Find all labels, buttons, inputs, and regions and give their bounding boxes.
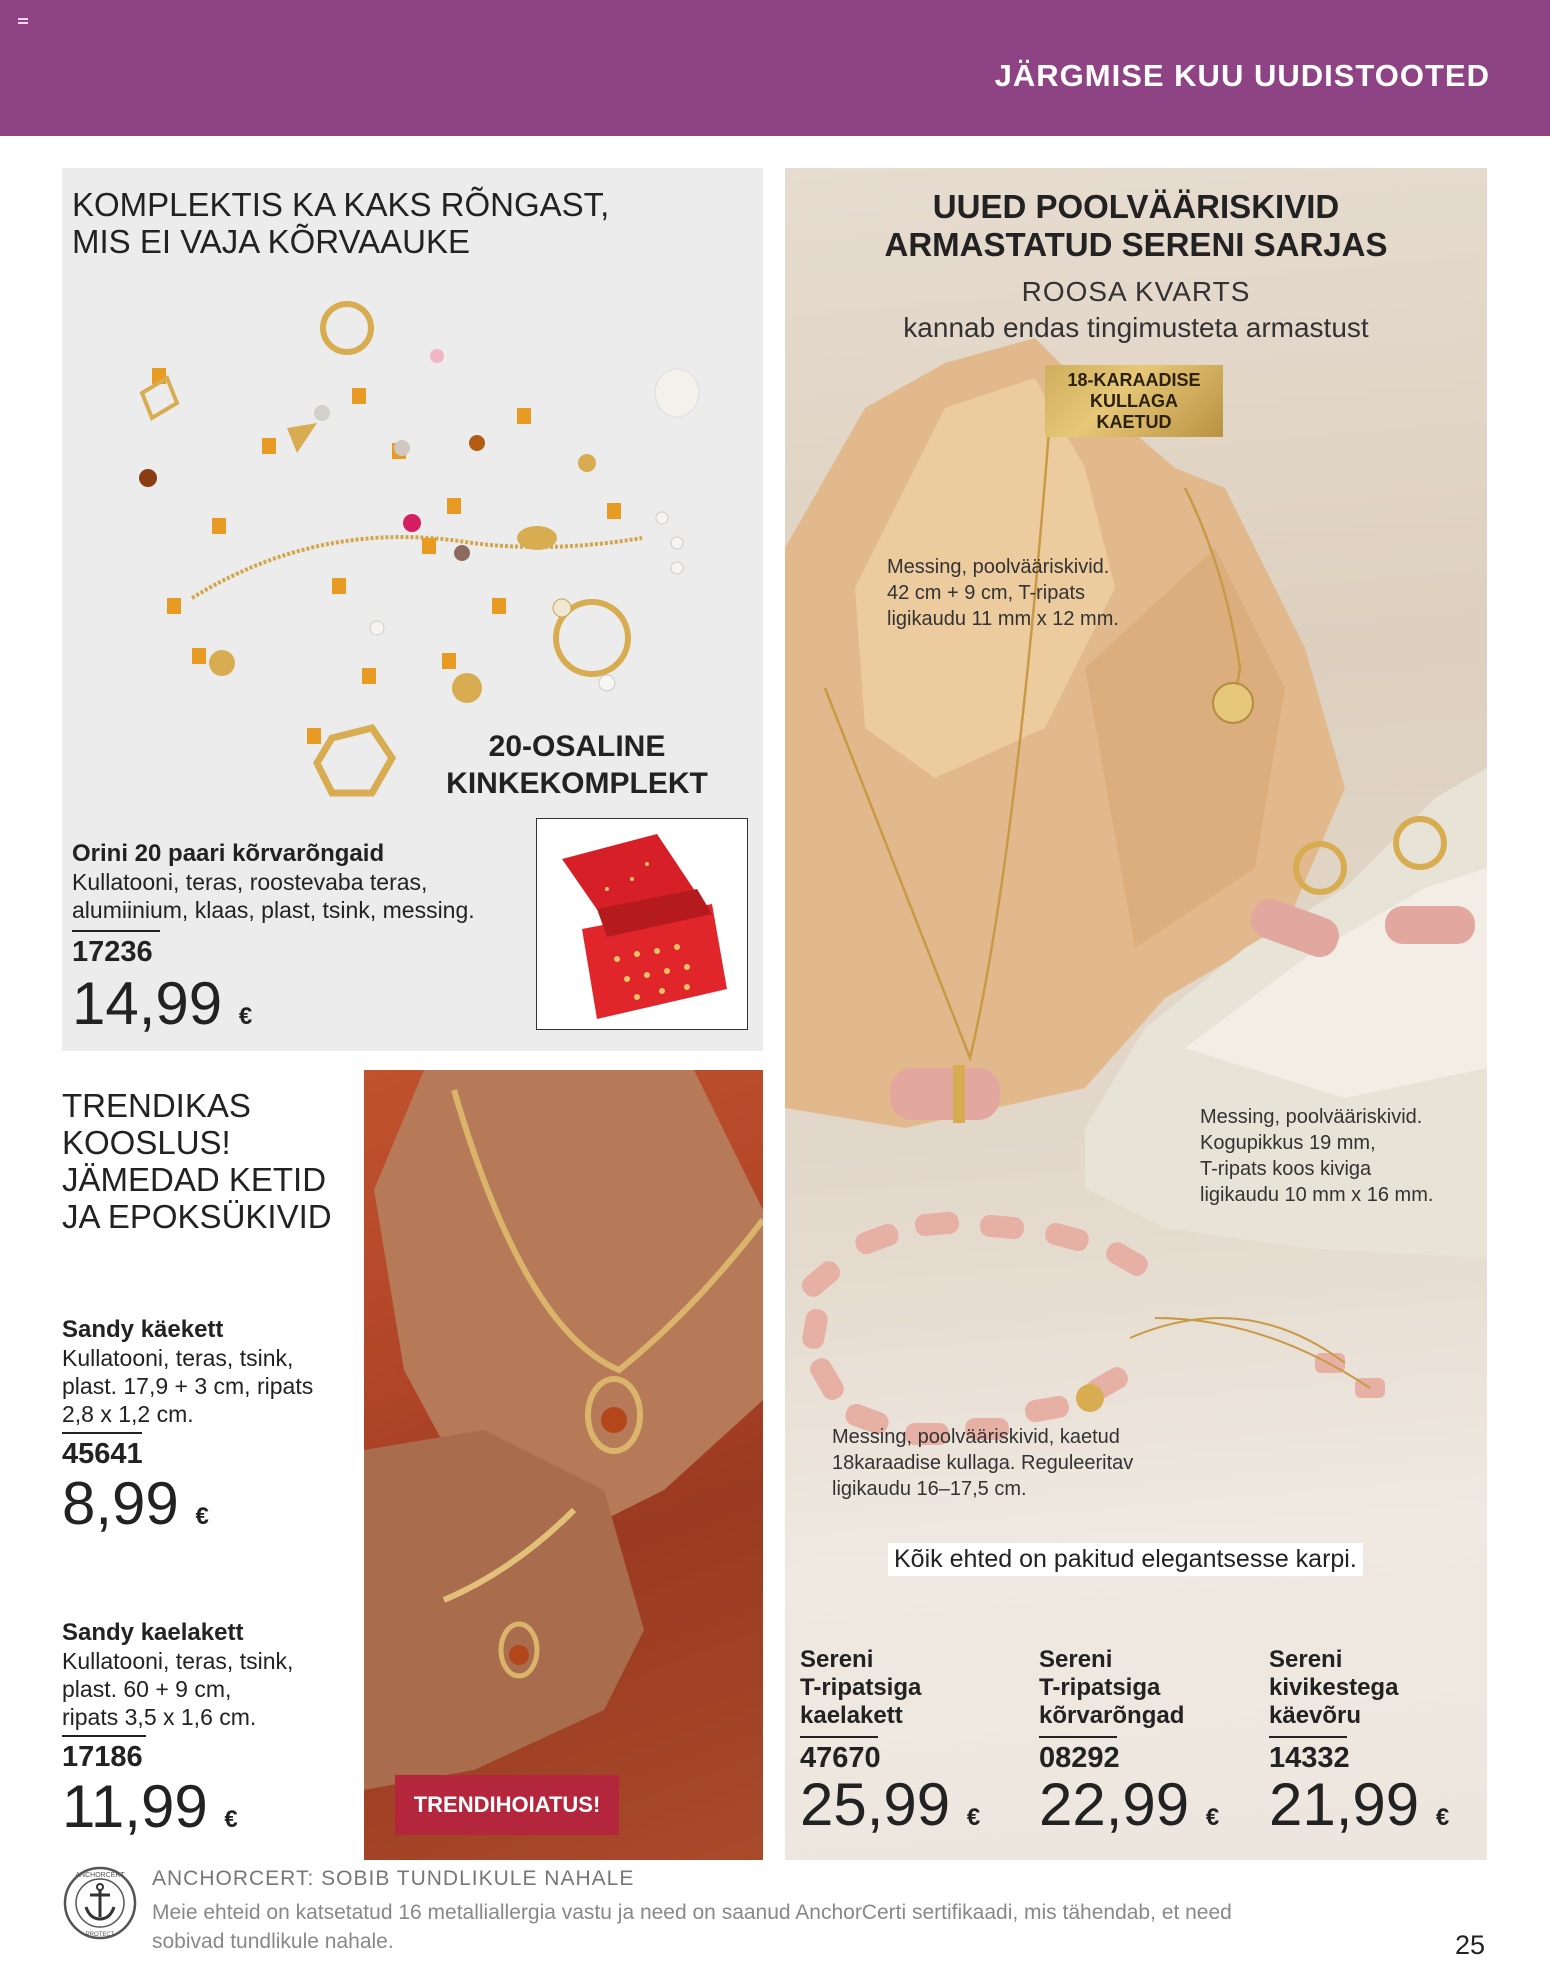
bracelet-name: Sandy käekett <box>62 1316 224 1343</box>
euro-symbol: € <box>1205 1804 1220 1831</box>
gift-box-photo <box>536 818 748 1030</box>
trend-headline-4: JA EPOKSÜKIVID <box>62 1198 332 1235</box>
gift-set-heading <box>392 728 762 802</box>
product-name-2: T-ripatsiga <box>800 1674 922 1701</box>
spec-earrings-3: T-ripats koos kiviga <box>1200 1158 1372 1180</box>
sereni-product-earrings <box>1039 1646 1219 1848</box>
spec-necklace-3: ligikaudu 11 mm x 12 mm. <box>887 608 1119 630</box>
product-name-1: Sereni <box>800 1646 874 1673</box>
sereni-subtitle: ROOSA KVARTS <box>1021 276 1251 307</box>
footer-text-1: Meie ehteid on katsetatud 16 metalliallergia vastu ja need on saanud AnchorCerti sertifikaadi, mis tähendab, et need <box>152 1901 1232 1924</box>
sereni-headline-2: ARMASTATUD SERENI SARJAS <box>884 226 1388 263</box>
divider <box>72 930 160 932</box>
sereni-product-bracelet <box>1269 1646 1449 1848</box>
divider <box>62 1735 146 1737</box>
product-price <box>800 1771 981 1848</box>
bracelet-desc-1: Kullatooni, teras, tsink, <box>62 1345 294 1371</box>
trend-badge: TRENDIHOIATUS! <box>395 1775 619 1835</box>
product-code: 47670 <box>800 1742 881 1774</box>
logo-text-top: ANCHORCERT <box>75 1872 125 1879</box>
gift-set-line-1: 20-OSALINE <box>488 730 666 763</box>
spec-earrings <box>1200 1104 1433 1208</box>
product-price <box>1269 1771 1450 1848</box>
page-header <box>0 0 1550 136</box>
euro-symbol: € <box>195 1503 209 1530</box>
earrings-desc-2: alumiinium, klaas, plast, tsink, messing. <box>72 897 475 923</box>
footer-text-2: sobivad tundlikule nahale. <box>152 1930 394 1953</box>
product-name-1: Sereni <box>1269 1646 1343 1673</box>
menu-icon[interactable] <box>18 18 28 25</box>
product-name-2: T-ripatsiga <box>1039 1674 1161 1701</box>
necklace-code: 17186 <box>62 1741 143 1773</box>
page-title: JÄRGMISE KUU UUDISTOOTED <box>994 58 1490 93</box>
trend-headline-1: TRENDIKAS <box>62 1087 251 1124</box>
spec-earrings-1: Messing, poolvääriskivid. <box>1200 1106 1423 1128</box>
spec-earrings-4: ligikaudu 10 mm x 16 mm. <box>1200 1184 1434 1206</box>
bracelet-desc-2: plast. 17,9 + 3 cm, ripats <box>62 1373 314 1399</box>
page-number: 25 <box>1455 1930 1486 1960</box>
necklace-price-value: 11,99 <box>62 1773 208 1840</box>
earrings-headline-2: MIS EI VAJA KÕRVAAUKE <box>72 223 470 260</box>
gift-set-line-2: KINKEKOMPLEKT <box>446 767 708 800</box>
anchorcert-logo <box>62 1865 138 1941</box>
bracelet-price-value: 8,99 <box>62 1470 179 1537</box>
euro-symbol: € <box>1435 1804 1450 1831</box>
spec-bracelet <box>832 1424 1133 1502</box>
spec-necklace-2: 42 cm + 9 cm, T-ripats <box>887 582 1086 604</box>
product-price-value: 21,99 <box>1269 1771 1420 1838</box>
footer-title: ANCHORCERT: SOBIB TUNDLIKULE NAHALE <box>152 1867 635 1890</box>
divider <box>800 1736 878 1738</box>
product-code: 14332 <box>1269 1742 1350 1774</box>
spec-bracelet-1: Messing, poolvääriskivid, kaetud <box>832 1426 1120 1448</box>
product-name-3: kõrvarõngad <box>1039 1702 1185 1729</box>
necklace-desc-3: ripats 3,5 x 1,6 cm. <box>62 1704 257 1730</box>
spec-necklace <box>887 554 1119 632</box>
sereni-headline-1: UUED POOLVÄÄRISKIVID <box>932 188 1340 225</box>
earrings-code: 17236 <box>72 936 153 968</box>
sereni-tagline: kannab endas tingimusteta armastust <box>903 312 1369 343</box>
spec-earrings-2: Kogupikkus 19 mm, <box>1200 1132 1376 1154</box>
product-name-3: käevõru <box>1269 1702 1362 1729</box>
earrings-name: Orini 20 paari kõrvarõngaid <box>72 840 385 867</box>
necklace-desc-1: Kullatooni, teras, tsink, <box>62 1648 294 1674</box>
earrings-headline-1: KOMPLEKTIS KA KAKS RÕNGAST, <box>72 186 610 223</box>
product-code: 08292 <box>1039 1742 1120 1774</box>
anchor-icon <box>62 1865 138 1941</box>
necklace-desc-2: plast. 60 + 9 cm, <box>62 1676 232 1702</box>
earrings-desc-1: Kullatooni, teras, roostevaba teras, <box>72 869 428 895</box>
gold-plated-badge <box>1045 365 1223 437</box>
logo-text-bottom: PROTECT <box>85 1932 115 1938</box>
bracelet-price <box>62 1470 209 1547</box>
model-photo <box>364 1070 763 1860</box>
product-name-1: Sereni <box>1039 1646 1113 1673</box>
gold-badge-line-1: 18-KARAADISE <box>1067 369 1201 390</box>
trend-headline-2: KOOSLUS! <box>62 1124 231 1161</box>
packaging-note: Kõik ehted on pakitud elegantsesse karpi. <box>888 1543 1363 1576</box>
gold-badge-line-2: KULLAGA <box>1090 390 1178 411</box>
euro-symbol: € <box>224 1806 238 1833</box>
spec-bracelet-2: 18karaadise kullaga. Reguleeritav <box>832 1452 1134 1474</box>
sereni-headline <box>785 188 1487 264</box>
product-name-2: kivikestega <box>1269 1674 1399 1701</box>
necklace-price <box>62 1773 238 1850</box>
sereni-product-necklace <box>800 1646 980 1848</box>
divider <box>62 1432 142 1434</box>
product-price <box>1039 1771 1220 1848</box>
divider <box>1039 1736 1117 1738</box>
earrings-price <box>72 970 253 1047</box>
necklace-name: Sandy kaelakett <box>62 1619 244 1646</box>
model-illustration <box>364 1070 763 1860</box>
gift-box-illustration <box>537 819 747 1029</box>
spec-necklace-1: Messing, poolvääriskivid. <box>887 556 1110 578</box>
euro-symbol: € <box>966 1804 981 1831</box>
euro-symbol: € <box>238 1003 253 1030</box>
product-price-value: 25,99 <box>800 1771 951 1838</box>
bracelet-desc-3: 2,8 x 1,2 cm. <box>62 1401 194 1427</box>
gold-badge-line-3: KAETUD <box>1096 411 1172 432</box>
spec-bracelet-3: ligikaudu 16–17,5 cm. <box>832 1478 1027 1500</box>
earrings-price-value: 14,99 <box>72 970 223 1037</box>
trend-headline-3: JÄMEDAD KETID <box>62 1161 327 1198</box>
footer-text <box>152 1898 1352 1956</box>
divider <box>1269 1736 1347 1738</box>
product-name-3: kaelakett <box>800 1702 903 1729</box>
bracelet-code: 45641 <box>62 1438 143 1470</box>
product-price-value: 22,99 <box>1039 1771 1190 1838</box>
